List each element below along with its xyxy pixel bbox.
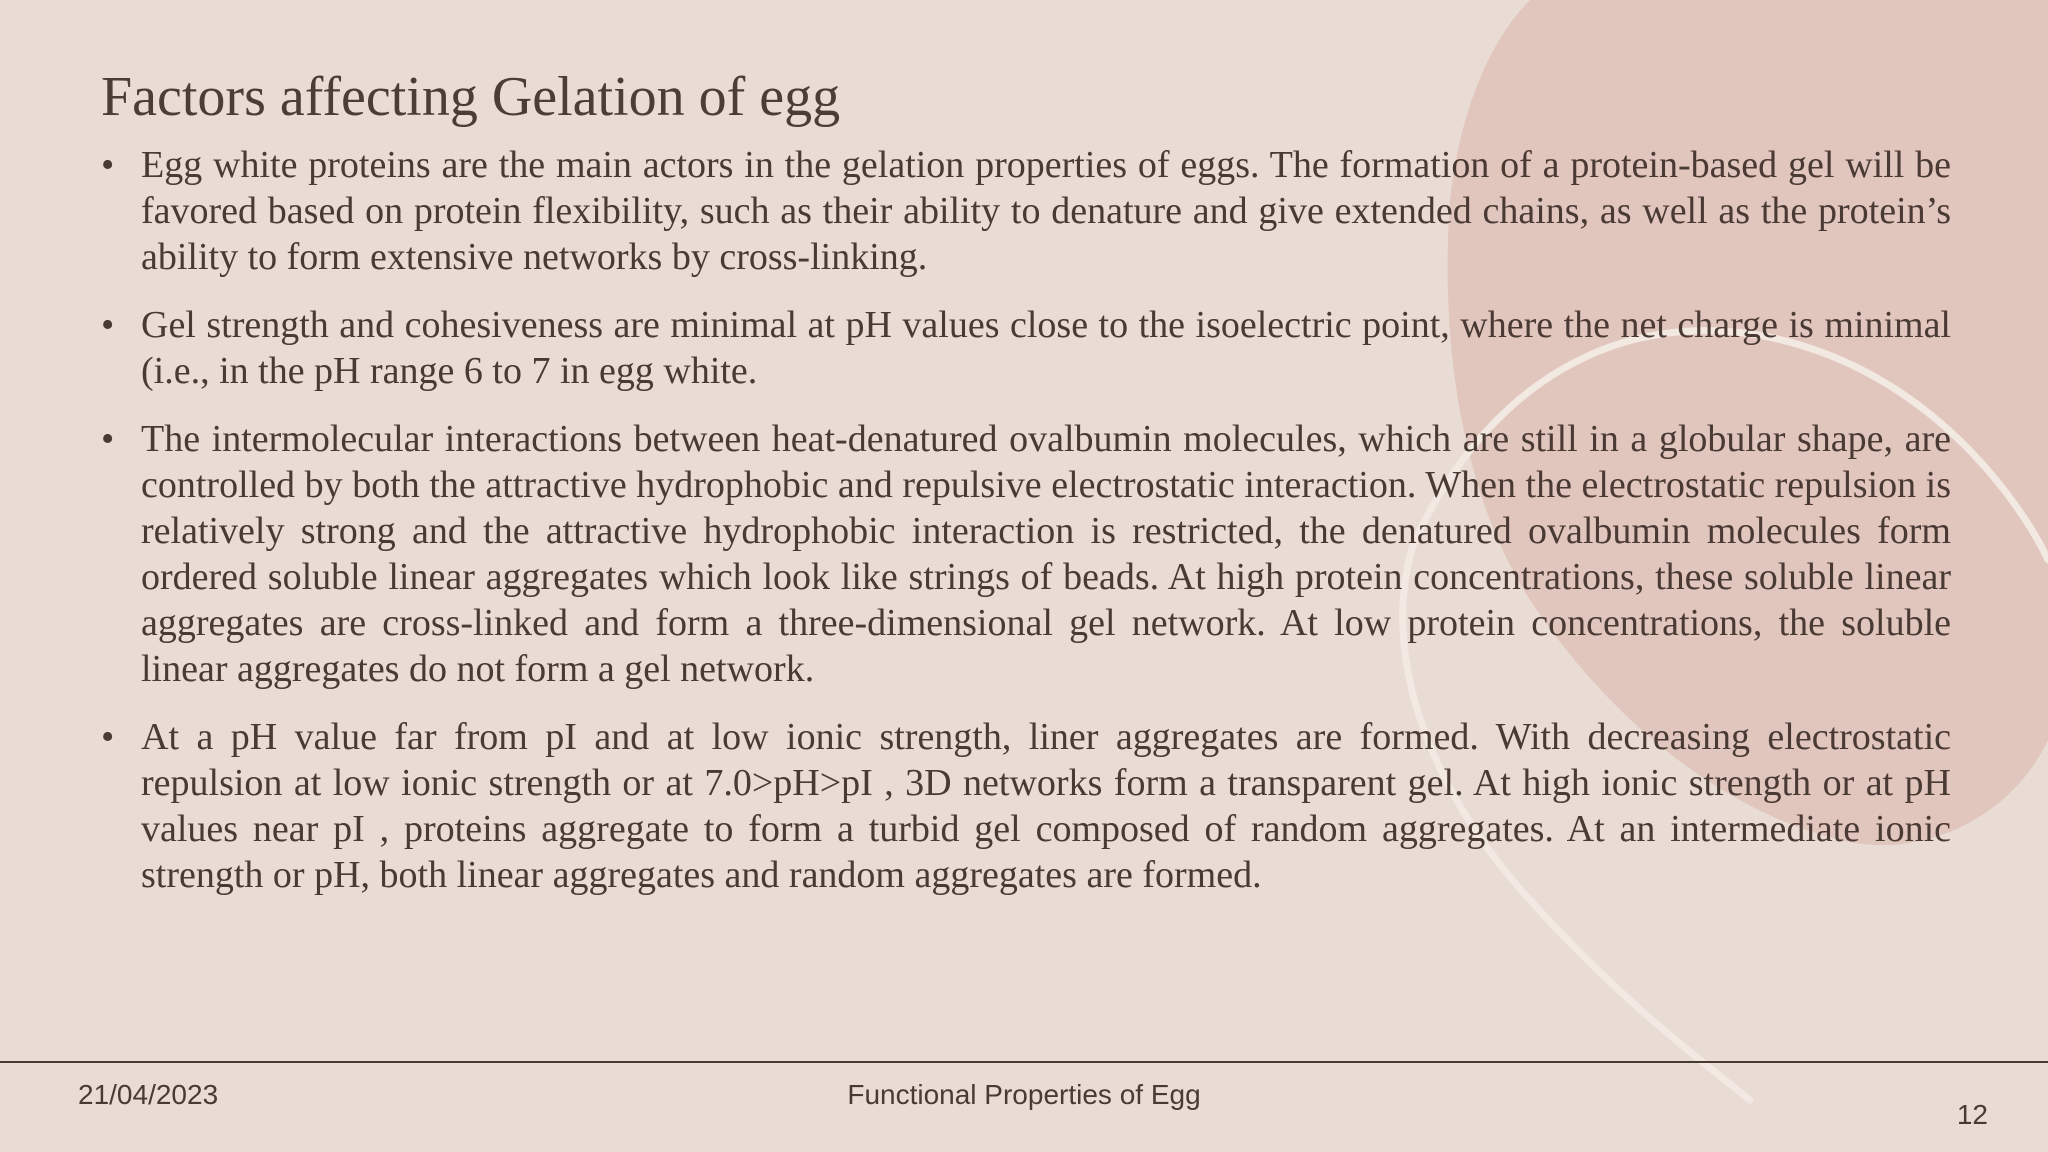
slide-number: 12 — [1956, 1099, 1988, 1130]
bullet-marker: • — [101, 304, 115, 346]
bullet-marker: • — [101, 144, 115, 186]
bullet-text: Egg white proteins are the main actors in the gelation properties of eggs. The formation of a protein-based gel will be favored based on protein flexibility, such as their ability to denature and give extended chains, as well as the protein’s ability to form extensive networks by cross-linking. — [141, 144, 1951, 278]
bullet-text: At a pH value far from pI and at low ionic strength, liner aggregates are formed. With decreasing electrostatic repulsion at low ionic strength or at 7.0>pH>pI , 3D networks form a transparent gel. At high ionic strength or at pH values near pI , proteins aggregate to form a turbid gel composed of random aggregates. At an intermediate ionic strength or pH, both linear aggregates and random aggregates are formed. — [141, 716, 1951, 896]
slide-title: Factors affecting Gelation of egg — [101, 66, 841, 128]
bullet-item — [101, 416, 1951, 692]
bullet-text: Gel strength and cohesiveness are minimal at pH values close to the isoelectric point, where the net charge is minimal (i.e., in the pH range 6 to 7 in egg white. — [141, 304, 1951, 392]
bullet-text: The intermolecular interactions between heat-denatured ovalbumin molecules, which are still in a globular shape, are controlled by both the attractive hydrophobic and repulsive electrostatic interaction. When the electrostatic repulsion is relatively strong and the attractive hydrophobic interaction is restricted, the denatured ovalbumin molecules form ordered soluble linear aggregates which look like strings of beads. At high protein concentrations, these soluble linear aggregates are cross-linked and form a three-dimensional gel network. At low protein concentrations, the soluble linear aggregates do not form a gel network. — [141, 418, 1951, 690]
bullet-marker: • — [101, 418, 115, 460]
bullet-marker: • — [101, 716, 115, 758]
footer-date: 21/04/2023 — [78, 1079, 219, 1110]
footer-title: Functional Properties of Egg — [847, 1079, 1201, 1110]
bullet-item — [101, 142, 1951, 280]
bullet-list — [101, 142, 1951, 920]
bullet-item — [101, 302, 1951, 394]
bullet-item — [101, 714, 1951, 898]
footer-divider — [0, 1061, 2048, 1063]
